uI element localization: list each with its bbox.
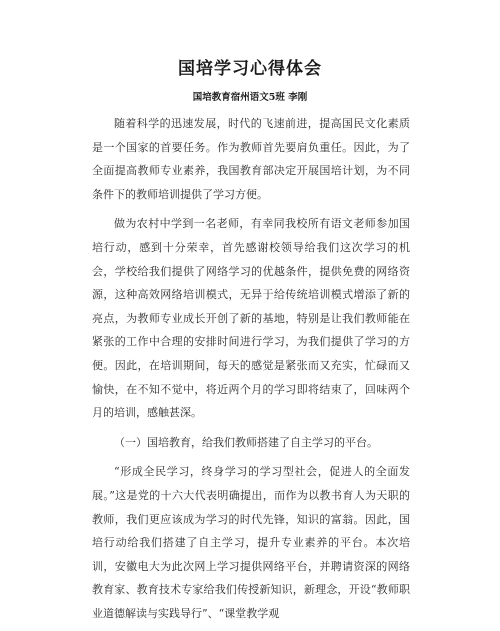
paragraph-2: 做为农村中学到一名老师，有幸同我校所有语文老师参加国培行动，感到十分荣幸，首先感谢校领导给我们这次学习的机会，学校给我们提供了网络学习的优越条件，提供免费的网络资源，这种高效网络培训模式，无异于给传统培训模式增添了新的亮点，为教师专业成长开创了新的基地，特别是让我们教师能在紧张的工作中合理的安排时间进行学习，为我们提供了学习的方便。因此，在培训期间，每天的感觉是紧张而又充实，忙碌而又愉快，在不知不觉中，将近两个月的学习即将结束了，回味两个月的培训，感触甚深。 (92, 217, 410, 420)
document-title: 国培学习心得体会 (178, 59, 322, 79)
document-author: 国培教育宿州语文5班 李刚 (192, 92, 308, 103)
document-body (92, 112, 410, 631)
paragraph-1: 随着科学的迅速发展，时代的飞速前进，提高国民文化素质是一个国家的首要任务。作为教师首先要肩负重任。因此，为了全面提高教师专业素养，我国教育部决定开展国培计划，为不同条件下的教师培训提供了学习方便。 (92, 117, 410, 201)
paragraph-3: “形成全民学习，终身学习的学习型社会，促进人的全面发展。”这是党的十六大代表明确提出，而作为以教书育人为天职的教师，我们更应该成为学习的时代先锋，知识的富翁。因此，国培行动给我们搭建了自主学习，提升专业素养的平台。本次培训，安徽电大为此次网上学习提供网络平台，并聘请资深的网络教育家、教育技术专家给我们传授新知识，新理念，开设“教师职业道德解读与实践导行”、“课堂教学观 (92, 465, 410, 620)
section-heading-1: （一）国培教育，给我们教师搭建了自主学习的平台。 (114, 435, 378, 449)
